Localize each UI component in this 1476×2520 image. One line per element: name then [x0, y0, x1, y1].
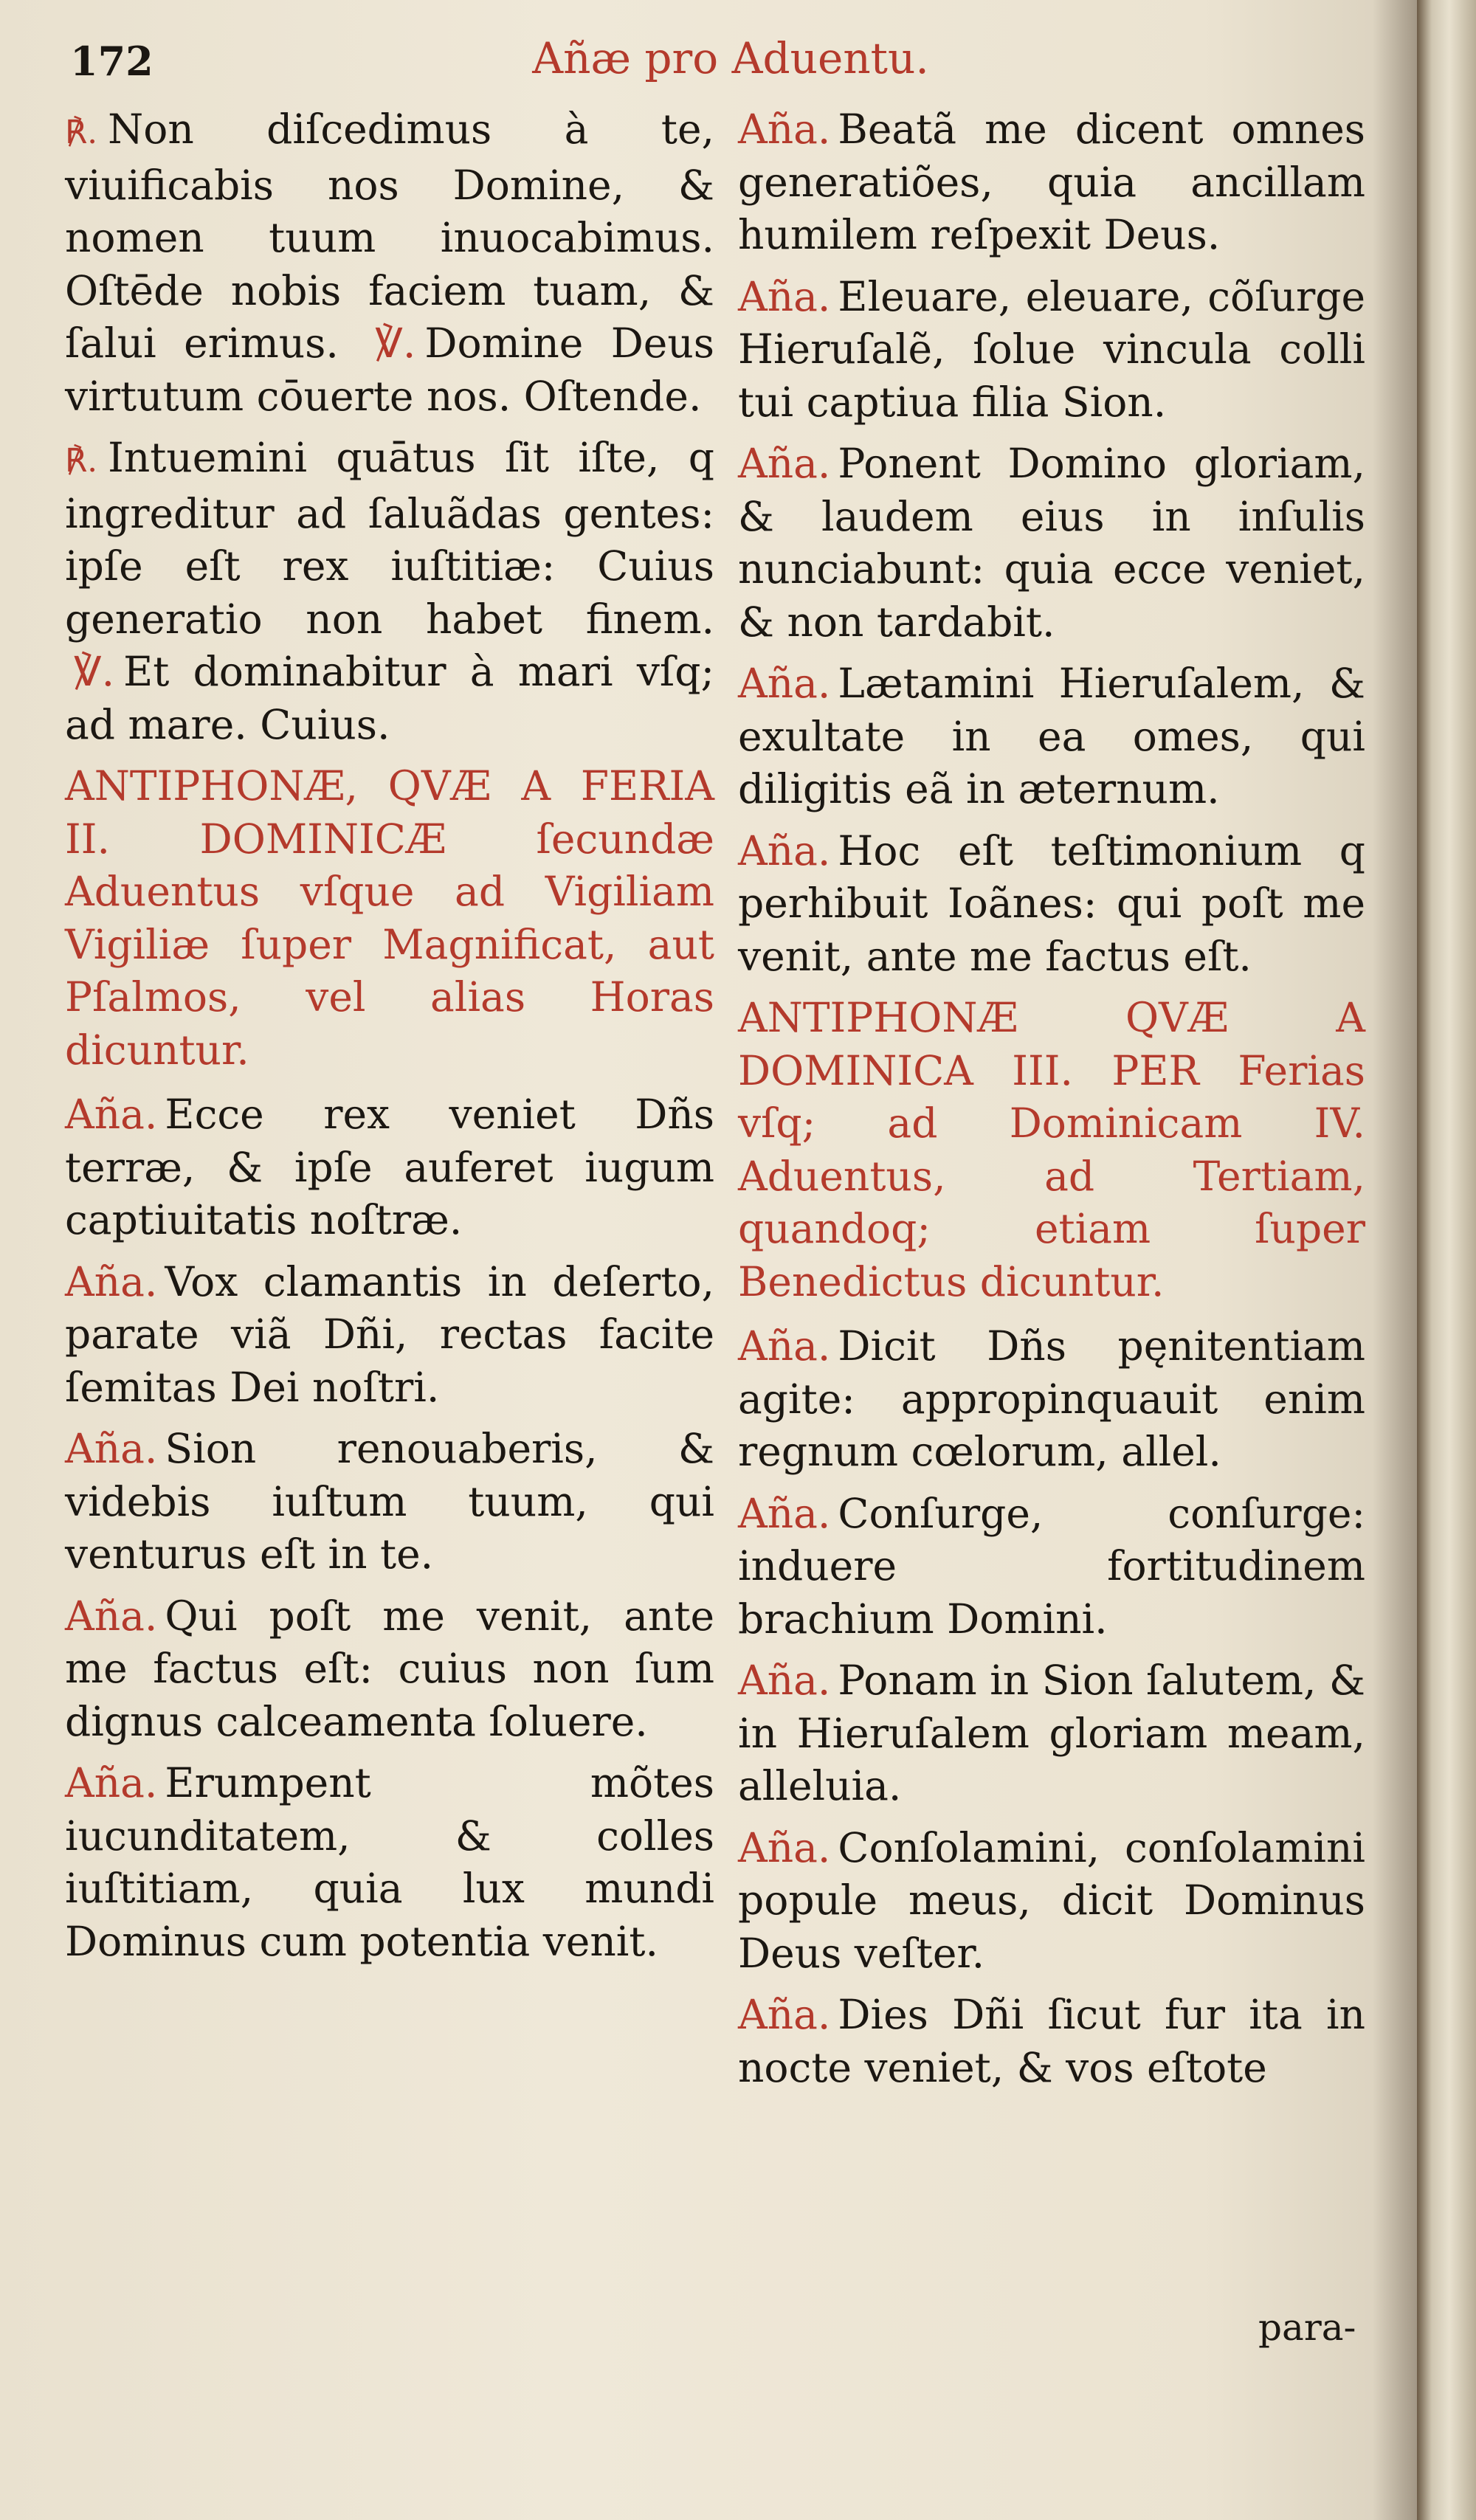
antiphon-tag: Aña.	[738, 440, 831, 487]
antiphon	[65, 1256, 714, 1415]
antiphon	[738, 1488, 1365, 1646]
responsory-text: Non diſcedimus à te, viuificabis nos Domine, & nomen tuum inuocabimus. Oſtēde nobis faciem tuam, & ſalui erimus.	[65, 106, 714, 367]
antiphon-tag: Aña.	[65, 1091, 158, 1138]
folio-number: 172	[70, 38, 154, 85]
antiphon	[738, 1989, 1365, 2094]
antiphon-tag: Aña.	[738, 1322, 831, 1370]
page-edge	[1417, 0, 1476, 2520]
antiphon-tag: Aña.	[65, 1592, 158, 1640]
antiphon-text: Hoc eſt teſtimonium q perhibuit Ioãnes: qui poſt me venit, ante me factus eſt.	[738, 826, 1365, 980]
antiphon-tag: Aña.	[65, 1257, 158, 1305]
gutter-shadow	[1373, 0, 1417, 2520]
antiphon	[738, 1320, 1365, 1479]
antiphon-tag: Aña.	[738, 1489, 831, 1537]
antiphon-tag: Aña.	[738, 1657, 831, 1704]
antiphon-text: Vox clamantis in deſerto, parate viã Dñi, rectas facite ſemitas Dei noſtri.	[65, 1257, 714, 1411]
running-head: Añæ pro Aduentu.	[532, 33, 929, 83]
antiphon-text: Qui poſt me venit, ante me factus eſt: cuius non ſum dignus calceamenta ſoluere.	[65, 1592, 714, 1745]
responsory-text: Intuemini quātus ſit iſte, q ingreditur ad ſaluãdas gentes: ipſe eſt rex iuſtitiæ: Cuius generatio non habet finem.	[65, 434, 714, 643]
section-heading: ANTIPHONÆ, QVÆ A FERIA II. DOMINICÆ ſecundæ Aduentus vſque ad Vigiliam Vigiliæ ſuper Magnificat, aut Pſalmos, vel alias Horas dicuntur.	[65, 762, 714, 1074]
antiphon-text: Erumpent mõtes iucunditatem, & colles iuſtitiam, quia lux mundi Dominus cum potentia venit.	[65, 1759, 714, 1965]
antiphon-text: Ponam in Sion ſalutem, & in Hieruſalem gloriam meam, alleluia.	[738, 1657, 1365, 1809]
responsory-1	[65, 103, 714, 423]
antiphon	[738, 825, 1365, 984]
response-sign: ℟.	[65, 442, 98, 480]
response-sign: ℟.	[65, 114, 98, 151]
antiphon-tag: Aña.	[738, 660, 831, 707]
antiphon-text: Ponent Domino gloriam, & laudem eius in inſulis nunciabunt: quia ecce veniet, & non tardabit.	[738, 440, 1365, 646]
antiphon-tag: Aña.	[738, 1991, 831, 2038]
right-column	[738, 103, 1365, 2103]
antiphon-text: Sion renouaberis, & videbis iuſtum tuum, qui venturus eſt in te.	[65, 1425, 714, 1578]
antiphon-text: Eleuare, eleuare, cõſurge Hieruſalẽ, ſolue vincula colli tui captiua filia Sion.	[738, 272, 1365, 426]
versicle-sign: ℣.	[375, 320, 416, 367]
antiphon	[65, 1088, 714, 1247]
antiphon-tag: Aña.	[738, 106, 831, 153]
antiphon	[65, 1590, 714, 1749]
antiphon	[738, 103, 1365, 262]
antiphon-text: Conſolamini, conſolamini popule meus, dicit Dominus Deus veſter.	[738, 1823, 1365, 1977]
versicle-text: Domine Deus virtutum cōuerte nos. Oſtende.	[65, 320, 715, 420]
antiphon	[738, 271, 1365, 429]
page-header	[70, 33, 1391, 92]
antiphon-text: Dies Dñi ſicut fur ita in nocte veniet, & vos eſtote	[738, 1991, 1365, 2091]
antiphon-text: Ecce rex veniet Dñs terræ, & ipſe auferet iugum captiuitatis noſtræ.	[65, 1091, 714, 1243]
antiphon-tag: Aña.	[738, 826, 831, 874]
antiphon	[738, 657, 1365, 816]
antiphon-text: Dicit Dñs pęnitentiam agite: appropinquauit enim regnum cœlorum, allel.	[738, 1322, 1365, 1475]
antiphon-text: Beatã me dicent omnes generatiões, quia ancillam humilem reſpexit Deus.	[738, 106, 1365, 258]
antiphon	[738, 438, 1365, 649]
antiphon	[738, 1822, 1365, 1981]
versicle-text: Et dominabitur à mari vſq; ad mare. Cuius.	[65, 648, 714, 748]
catchword: para-	[1258, 2306, 1356, 2349]
antiphon-text: Lætamini Hieruſalem, & exultate in ea omes, qui diligitis eã in æternum.	[738, 660, 1365, 812]
left-column	[65, 103, 714, 1977]
antiphon	[738, 1654, 1365, 1813]
antiphon-tag: Aña.	[738, 272, 831, 320]
antiphon-tag: Aña.	[65, 1425, 158, 1472]
antiphon-text: Conſurge, conſurge: induere fortitudinem brachium Domini.	[738, 1489, 1365, 1643]
antiphon-tag: Aña.	[738, 1823, 831, 1871]
antiphon-tag: Aña.	[65, 1759, 158, 1806]
versicle-sign: ℣.	[74, 648, 115, 695]
section-heading: ANTIPHONÆ QVÆ A DOMINICA III. PER Ferias vſq; ad Dominicam IV. Aduentus, ad Tertiam, quandoq; etiam ſuper Benedictus dicuntur.	[738, 994, 1365, 1305]
responsory-2	[65, 432, 714, 751]
antiphon	[65, 1423, 714, 1581]
antiphon	[65, 1757, 714, 1968]
